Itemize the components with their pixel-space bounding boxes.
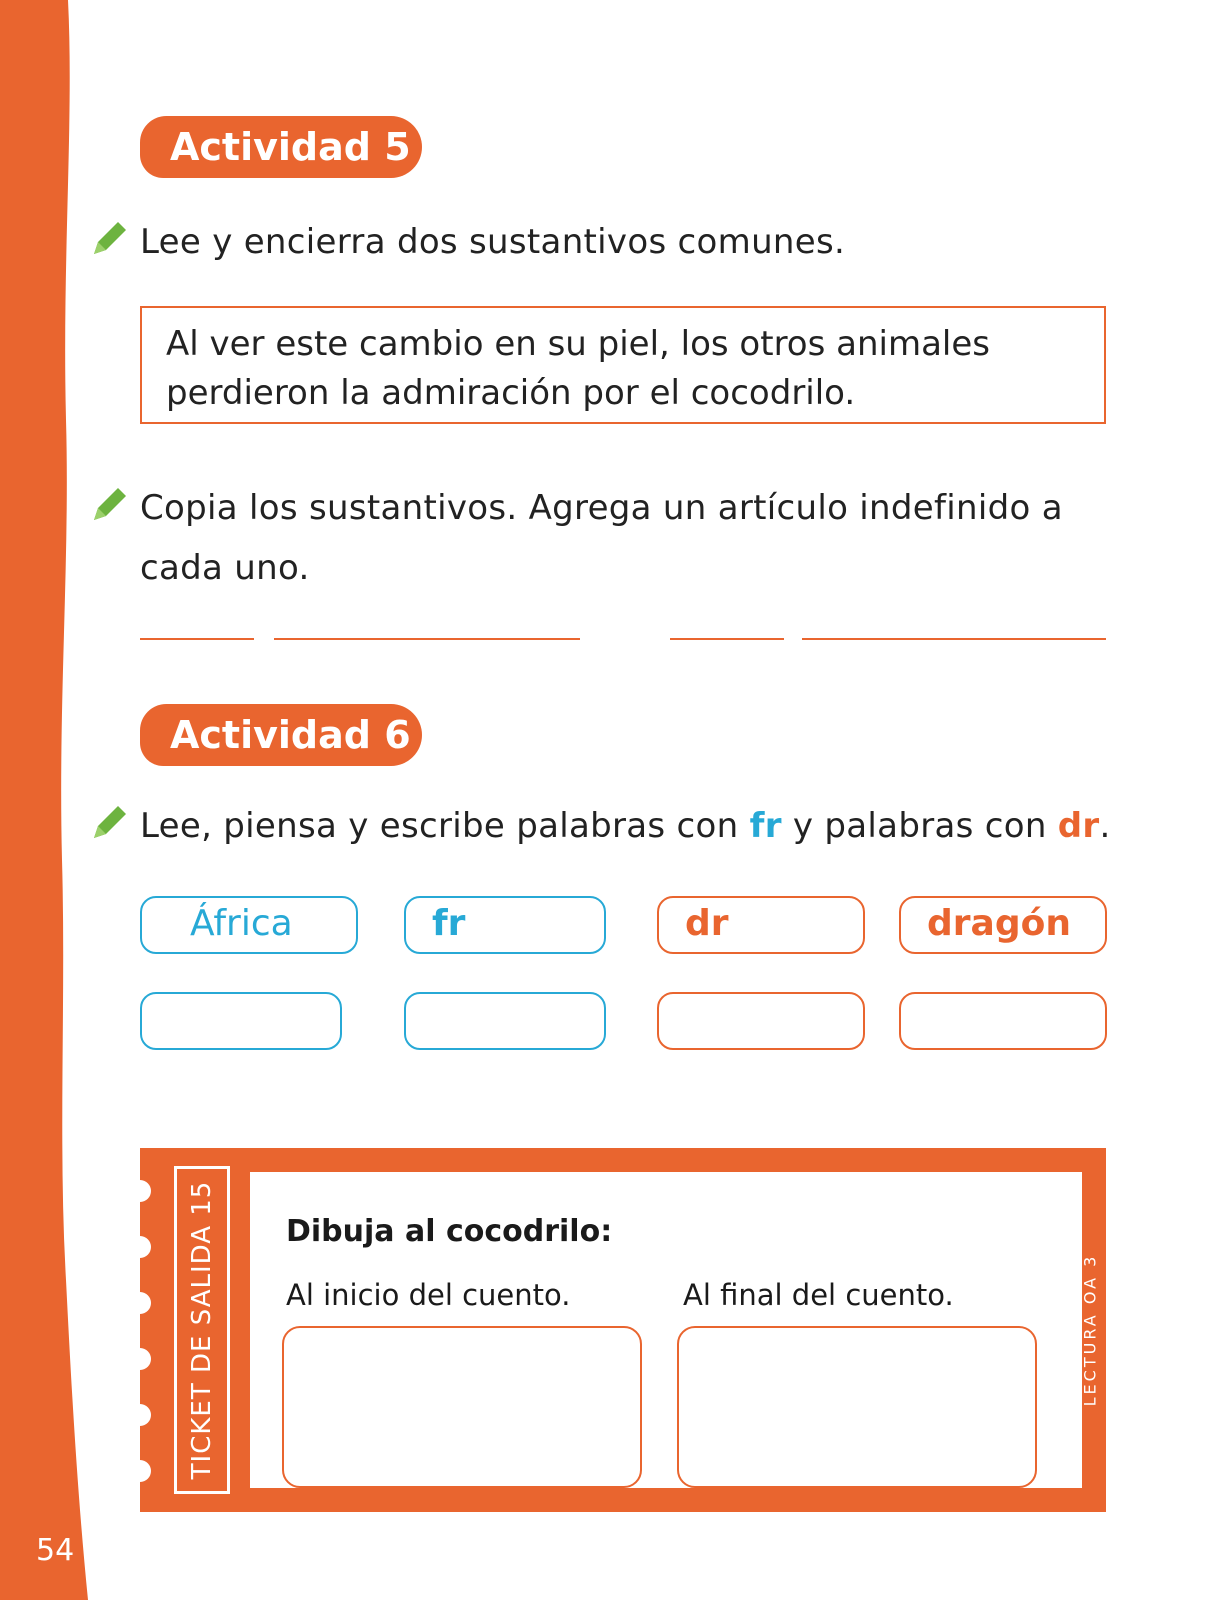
article-write-line[interactable] <box>670 638 784 640</box>
ticket-label: TICKET DE SALIDA 15 <box>187 1180 217 1480</box>
passage-line: Al ver este cambio en su piel, los otros animales <box>166 324 990 364</box>
passage-line: perdieron la admiración por el cocodrilo. <box>166 373 856 413</box>
pencil-icon <box>88 802 130 844</box>
instruction-copia-line2: cada uno. <box>140 548 310 588</box>
ticket-notch <box>129 1404 151 1426</box>
instruction-text: Lee, piensa y escribe palabras con <box>140 806 750 846</box>
page-number: 54 <box>36 1533 75 1568</box>
word-box-dr-prompt[interactable]: dr <box>657 896 865 954</box>
ticket-notch <box>129 1460 151 1482</box>
draw-title: Dibuja al cocodrilo: <box>286 1214 613 1249</box>
instruction-encierra: Lee y encierra dos sustantivos comunes. <box>140 222 846 262</box>
caption-end: Al final del cuento. <box>683 1278 954 1312</box>
instruction-copia-line1: Copia los sustantivos. Agrega un artículo indefinido a <box>140 488 1063 528</box>
ticket-notch <box>129 1292 151 1314</box>
article-write-line[interactable] <box>140 638 254 640</box>
word-box-fr-example[interactable]: África <box>140 896 358 954</box>
ticket-notch <box>129 1180 151 1202</box>
side-band <box>0 0 100 1600</box>
activity-5-title: Actividad 5 <box>140 116 422 178</box>
noun-write-line[interactable] <box>802 638 1106 640</box>
drawing-box-start[interactable] <box>282 1326 642 1488</box>
ticket-notch <box>129 1236 151 1258</box>
instruction-fr-dr <box>140 806 1111 846</box>
pencil-icon <box>88 484 130 526</box>
reading-passage-box <box>140 306 1106 424</box>
word-box-fr-answer[interactable] <box>404 992 606 1050</box>
noun-write-line[interactable] <box>274 638 580 640</box>
word-box-dr-example[interactable]: dragón <box>899 896 1107 954</box>
ticket-notch <box>129 1348 151 1370</box>
fr-highlight: fr <box>749 806 782 846</box>
exit-ticket <box>140 1148 1106 1512</box>
caption-start: Al inicio del cuento. <box>286 1278 571 1312</box>
ticket-label-frame <box>174 1166 230 1494</box>
instruction-text: . <box>1099 806 1111 846</box>
drawing-box-end[interactable] <box>677 1326 1037 1488</box>
pencil-icon <box>88 218 130 260</box>
activity-6-title: Actividad 6 <box>140 704 422 766</box>
dr-highlight: dr <box>1057 806 1100 846</box>
word-box-dr-answer[interactable] <box>899 992 1107 1050</box>
word-box-fr-prompt[interactable]: fr <box>404 896 606 954</box>
instruction-text: y palabras con <box>781 806 1058 846</box>
word-box-fr-answer[interactable] <box>140 992 342 1050</box>
word-box-dr-answer[interactable] <box>657 992 865 1050</box>
ticket-content <box>250 1172 1082 1488</box>
curriculum-code: LECTURA OA 3 <box>1080 1253 1100 1407</box>
